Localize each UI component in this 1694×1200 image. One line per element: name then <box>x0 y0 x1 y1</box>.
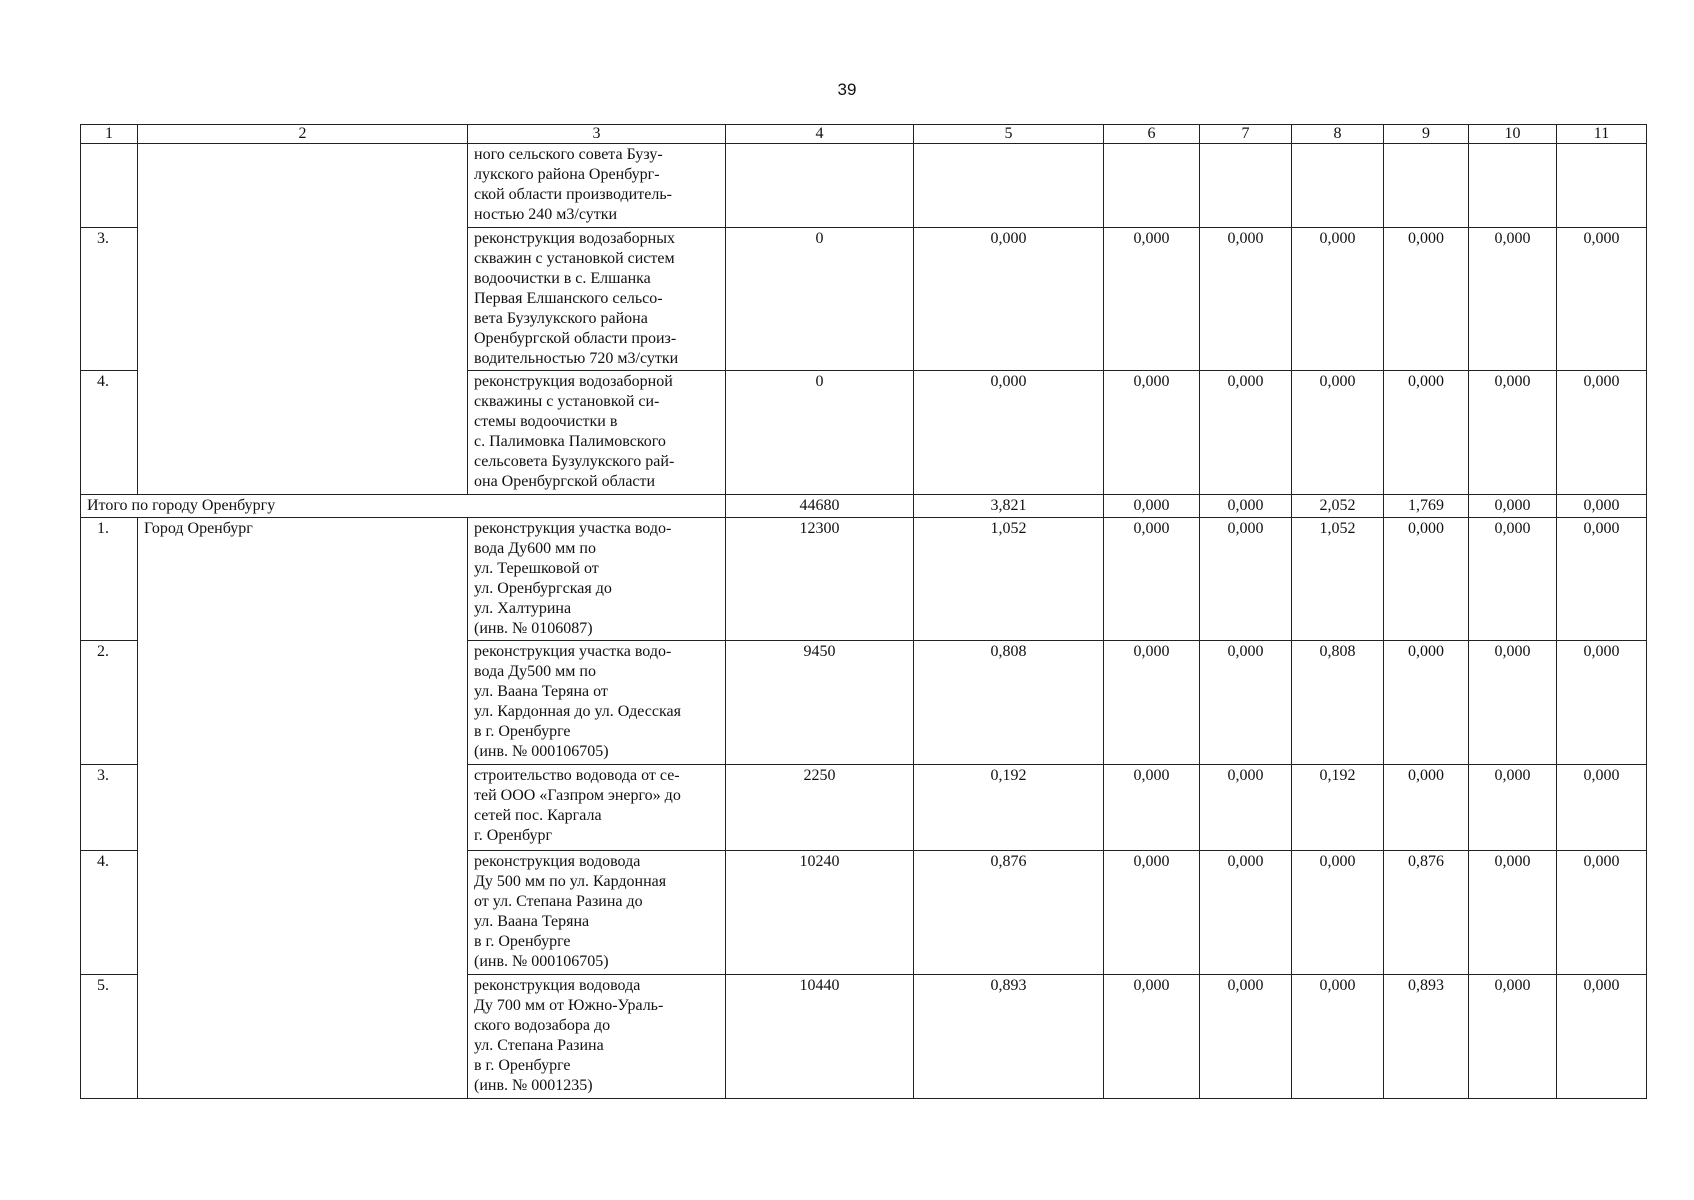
row-number <box>81 144 138 228</box>
header-cell: 4 <box>726 125 914 144</box>
value-col9: 0,000 <box>1384 228 1469 371</box>
value-col11: 0,000 <box>1557 371 1647 495</box>
value-col9: 0,000 <box>1384 765 1469 851</box>
value-col5: 1,052 <box>914 518 1104 641</box>
header-cell: 10 <box>1469 125 1557 144</box>
header-row <box>81 125 1647 144</box>
value-col6: 0,000 <box>1104 641 1200 765</box>
value-col5: 0,893 <box>914 975 1104 1099</box>
header-cell: 9 <box>1384 125 1469 144</box>
row-number: 2. <box>81 641 138 765</box>
total-label: Итого по городу Оренбургу <box>81 495 726 518</box>
value-col4: 0 <box>726 228 914 371</box>
value-col5 <box>914 144 1104 228</box>
value-col8: 0,192 <box>1292 765 1384 851</box>
value-col4: 2250 <box>726 765 914 851</box>
row-number: 3. <box>81 765 138 851</box>
value-col4: 9450 <box>726 641 914 765</box>
value-col7: 0,000 <box>1200 851 1292 975</box>
header-cell: 7 <box>1200 125 1292 144</box>
value-col11: 0,000 <box>1557 518 1647 641</box>
value-col8 <box>1292 144 1384 228</box>
header-cell: 2 <box>138 125 468 144</box>
value-col6: 0,000 <box>1104 851 1200 975</box>
value-col4 <box>726 144 914 228</box>
value-col8: 0,000 <box>1292 371 1384 495</box>
row-number: 1. <box>81 518 138 641</box>
value-col7 <box>1200 144 1292 228</box>
header-cell: 6 <box>1104 125 1200 144</box>
value-col7: 0,000 <box>1200 228 1292 371</box>
value-col10: 0,000 <box>1469 518 1557 641</box>
municipality-cell <box>138 144 468 495</box>
row-number: 5. <box>81 975 138 1099</box>
value-col8: 0,000 <box>1292 975 1384 1099</box>
value-col4: 10240 <box>726 851 914 975</box>
value-col10 <box>1469 144 1557 228</box>
header-cell: 8 <box>1292 125 1384 144</box>
municipality-cell: Город Оренбург <box>138 518 468 1099</box>
measure-description: реконструкция водозаборной скважины с установкой си- стемы водоочистки в с. Палимовка Палимовского сельсовета Бузулукского рай- она Оренбургской области <box>468 371 726 495</box>
row-number: 4. <box>81 851 138 975</box>
value-col11: 0,000 <box>1557 765 1647 851</box>
measure-description: реконструкция водозаборных скважин с установкой систем водоочистки в с. Елшанка Первая Елшанского сельсо- вета Бузулукского района Оренбургской области произ- водительностью 720 м3/сутки <box>468 228 726 371</box>
total-col6: 0,000 <box>1104 495 1200 518</box>
row-number: 3. <box>81 228 138 371</box>
value-col6: 0,000 <box>1104 518 1200 641</box>
value-col8: 1,052 <box>1292 518 1384 641</box>
value-col10: 0,000 <box>1469 851 1557 975</box>
total-col11: 0,000 <box>1557 495 1647 518</box>
header-cell: 5 <box>914 125 1104 144</box>
measure-description: реконструкция водовода Ду 500 мм по ул. Кардонная от ул. Степана Разина до ул. Ваана Теряна в г. Оренбурге (инв. № 000106705) <box>468 851 726 975</box>
value-col8: 0,000 <box>1292 228 1384 371</box>
table-row <box>81 144 1647 228</box>
value-col9: 0,000 <box>1384 518 1469 641</box>
value-col5: 0,192 <box>914 765 1104 851</box>
value-col8: 0,808 <box>1292 641 1384 765</box>
total-col5: 3,821 <box>914 495 1104 518</box>
measure-description: строительство водовода от се- тей ООО «Газпром энерго» до сетей пос. Каргала г. Оренбург <box>468 765 726 851</box>
value-col5: 0,808 <box>914 641 1104 765</box>
value-col10: 0,000 <box>1469 765 1557 851</box>
header-cell: 1 <box>81 125 138 144</box>
value-col11: 0,000 <box>1557 228 1647 371</box>
value-col6: 0,000 <box>1104 371 1200 495</box>
total-col7: 0,000 <box>1200 495 1292 518</box>
total-col10: 0,000 <box>1469 495 1557 518</box>
value-col6: 0,000 <box>1104 228 1200 371</box>
value-col10: 0,000 <box>1469 641 1557 765</box>
value-col7: 0,000 <box>1200 518 1292 641</box>
value-col10: 0,000 <box>1469 371 1557 495</box>
header-cell: 11 <box>1557 125 1647 144</box>
value-col9: 0,000 <box>1384 641 1469 765</box>
value-col11: 0,000 <box>1557 851 1647 975</box>
value-col6: 0,000 <box>1104 765 1200 851</box>
value-col6: 0,000 <box>1104 975 1200 1099</box>
value-col6 <box>1104 144 1200 228</box>
value-col5: 0,000 <box>914 371 1104 495</box>
header-cell: 3 <box>468 125 726 144</box>
measure-description: ного сельского совета Бузу- лукского района Оренбург- ской области производитель- ностью 240 м3/сутки <box>468 144 726 228</box>
value-col7: 0,000 <box>1200 975 1292 1099</box>
measure-description: реконструкция участка водо- вода Ду500 мм по ул. Ваана Теряна от ул. Кардонная до ул. Одесская в г. Оренбурге (инв. № 000106705) <box>468 641 726 765</box>
value-col4: 10440 <box>726 975 914 1099</box>
value-col11 <box>1557 144 1647 228</box>
measure-description: реконструкция водовода Ду 700 мм от Южно-Ураль- ского водозабора до ул. Степана Разина в г. Оренбурге (инв. № 0001235) <box>468 975 726 1099</box>
row-number: 4. <box>81 371 138 495</box>
value-col5: 0,876 <box>914 851 1104 975</box>
value-col10: 0,000 <box>1469 975 1557 1099</box>
value-col9: 0,893 <box>1384 975 1469 1099</box>
value-col9: 0,876 <box>1384 851 1469 975</box>
value-col9 <box>1384 144 1469 228</box>
value-col11: 0,000 <box>1557 641 1647 765</box>
total-col8: 2,052 <box>1292 495 1384 518</box>
measure-description: реконструкция участка водо- вода Ду600 мм по ул. Терешковой от ул. Оренбургская до ул. Халтурина (инв. № 0106087) <box>468 518 726 641</box>
total-col9: 1,769 <box>1384 495 1469 518</box>
value-col9: 0,000 <box>1384 371 1469 495</box>
value-col5: 0,000 <box>914 228 1104 371</box>
investment-table <box>80 124 1647 1099</box>
total-col4: 44680 <box>726 495 914 518</box>
value-col4: 0 <box>726 371 914 495</box>
value-col8: 0,000 <box>1292 851 1384 975</box>
total-row <box>81 495 1647 518</box>
table-row <box>81 518 1647 641</box>
value-col4: 12300 <box>726 518 914 641</box>
value-col7: 0,000 <box>1200 371 1292 495</box>
page-number: 39 <box>837 80 857 99</box>
value-col7: 0,000 <box>1200 641 1292 765</box>
value-col11: 0,000 <box>1557 975 1647 1099</box>
value-col7: 0,000 <box>1200 765 1292 851</box>
value-col10: 0,000 <box>1469 228 1557 371</box>
